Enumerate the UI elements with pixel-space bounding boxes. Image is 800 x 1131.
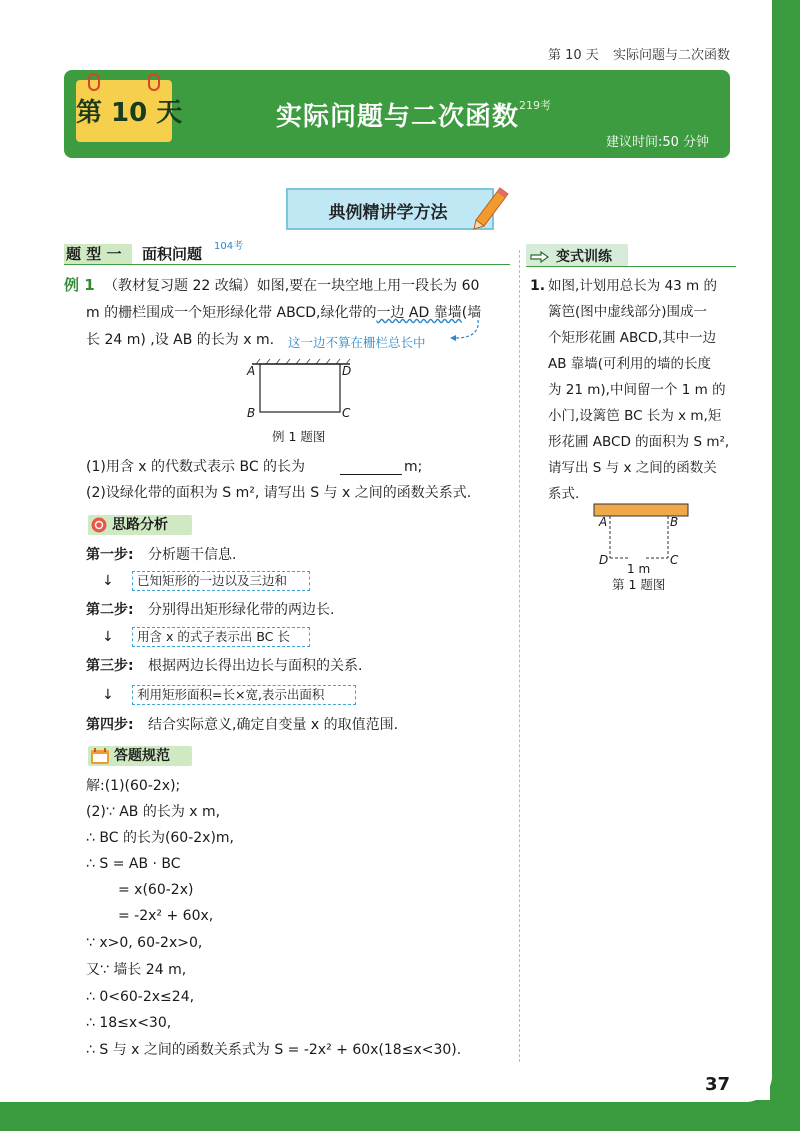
- step-label: 第一步:: [86, 547, 134, 563]
- running-header-title: 实际问题与二次函数: [612, 48, 730, 63]
- step-text: 分别得出矩形绿化带的两边长.: [148, 602, 335, 618]
- arrow-down-icon: ↓: [102, 687, 114, 703]
- exercise-line: 篱笆(图中虚线部分)围成一: [548, 304, 708, 320]
- question-2: (2)设绿化带的面积为 S m², 请写出 S 与 x 之间的函数关系式.: [86, 485, 472, 501]
- solution-line: ∴ S = AB · BC: [86, 856, 181, 872]
- figure-vertex-label: D: [342, 364, 352, 378]
- topic-name: 面积问题: [142, 245, 203, 263]
- annotation-note: 这一边不算在栅栏总长中: [288, 335, 426, 350]
- solution-line: 又∵ 墙长 24 m,: [86, 962, 187, 978]
- figure-vertex-label: C: [670, 553, 679, 567]
- green-page-edge-bottom: [0, 1100, 800, 1131]
- topic-tag: 题 型 一: [66, 245, 122, 263]
- hint-text: 已知矩形的一边以及三边和: [137, 573, 288, 588]
- brain-icon: [90, 516, 108, 534]
- step-text: 结合实际意义,确定自变量 x 的取值范围.: [148, 717, 399, 733]
- figure-vertex-label: A: [599, 515, 608, 529]
- figure-vertex-label: C: [342, 406, 351, 420]
- column-divider: [519, 250, 520, 1062]
- section-title: 典例精讲学方法: [328, 203, 448, 223]
- chapter-title-superscript: 219考: [519, 99, 551, 112]
- exercise-line: 形花圃 ABCD 的面积为 S m²,: [548, 434, 730, 450]
- step-text: 分析题干信息.: [148, 547, 237, 563]
- exercise-line: 如图,计划用总长为 43 m 的: [548, 278, 717, 294]
- solution-line: ∵ x>0, 60-2x>0,: [86, 935, 203, 951]
- question-1: (1)用含 x 的代数式表示 BC 的长为: [86, 459, 306, 475]
- solution-line: = x(60-2x): [118, 882, 194, 898]
- exercise-line: 小门,设篱笆 BC 长为 x m,矩: [548, 408, 722, 424]
- analysis-tag: 思路分析: [112, 517, 168, 533]
- step-label: 第三步:: [86, 658, 134, 674]
- example-line: 长 24 m) ,设 AB 的长为 x m.: [86, 332, 275, 348]
- exercise-line: 为 21 m),中间留一个 1 m 的: [548, 382, 726, 398]
- running-header-day: 第 10 天: [548, 48, 599, 63]
- suggested-time: 建议时间:50 分钟: [606, 135, 710, 150]
- variant-underline: [526, 266, 736, 267]
- exercise-figure-caption: 第 1 题图: [612, 577, 666, 592]
- solution-line: (2)∵ AB 的长为 x m,: [86, 804, 221, 820]
- exercise-number: 1.: [530, 278, 546, 294]
- calendar-ring-icon: [148, 73, 160, 91]
- solution-line: = -2x² + 60x,: [118, 908, 214, 924]
- answer-tag: 答题规范: [114, 748, 170, 764]
- hint-text: 用含 x 的式子表示出 BC 长: [137, 629, 290, 644]
- exercise-line: AB 靠墙(可利用的墙的长度: [548, 356, 712, 372]
- figure-vertex-label: A: [247, 364, 256, 378]
- step-label: 第二步:: [86, 602, 134, 618]
- question-1-unit: m;: [404, 459, 423, 475]
- solution-line: ∴ 18≤x<30,: [86, 1015, 172, 1031]
- solution-line: 解:(1)(60-2x);: [86, 778, 181, 794]
- page-number: 37: [705, 1074, 731, 1095]
- gate-width-label: 1 m: [627, 562, 651, 576]
- solution-line: ∴ 0<60-2x≤24,: [86, 989, 195, 1005]
- figure-vertex-label: D: [599, 553, 609, 567]
- solution-line: ∴ S 与 x 之间的函数关系式为 S = -2x² + 60x(18≤x<30).: [86, 1042, 462, 1058]
- arrow-down-icon: ↓: [102, 629, 114, 645]
- example-line: [86, 304, 481, 322]
- chapter-title: 实际问题与二次函数: [276, 102, 520, 132]
- example-label: 例 1: [64, 276, 95, 294]
- solution-line: ∴ BC 的长为(60-2x)m,: [86, 830, 235, 846]
- calendar-ring-icon: [88, 73, 100, 91]
- example-highlight-wall: 一边 AD 靠墙: [376, 305, 462, 321]
- topic-frequency: 104考: [214, 241, 244, 252]
- step-label: 第四步:: [86, 717, 134, 733]
- figure-vertex-label: B: [247, 406, 256, 420]
- example-line-text: (墙: [461, 305, 482, 321]
- answer-blank: [340, 474, 402, 475]
- hint-text: 利用矩形面积=长×宽,表示出面积: [137, 687, 325, 702]
- variant-tag: 变式训练: [556, 249, 612, 265]
- running-header: [548, 44, 730, 63]
- calendar-icon: [90, 747, 110, 765]
- example-line-text: m 的栅栏围成一个矩形绿化带 ABCD,绿化带的: [86, 305, 377, 321]
- annotation-arrow-icon: [448, 318, 488, 344]
- day-label: 第 10 天: [76, 98, 183, 128]
- figure-caption: 例 1 题图: [272, 429, 326, 444]
- step-text: 根据两边长得出边长与面积的关系.: [148, 658, 363, 674]
- pointing-hand-icon: [530, 248, 550, 264]
- example-line: （教材复习题 22 改编）如图,要在一块空地上用一段长为 60: [104, 278, 480, 294]
- arrow-down-icon: ↓: [102, 573, 114, 589]
- pencil-icon: [470, 186, 510, 230]
- exercise-line: 个矩形花圃 ABCD,其中一边: [548, 330, 717, 346]
- exercise-line: 请写出 S 与 x 之间的函数关: [548, 460, 717, 476]
- topic-underline: [64, 264, 510, 265]
- exercise-line: 系式.: [548, 486, 580, 502]
- green-page-edge-right: [770, 0, 800, 1131]
- figure-vertex-label: B: [670, 515, 679, 529]
